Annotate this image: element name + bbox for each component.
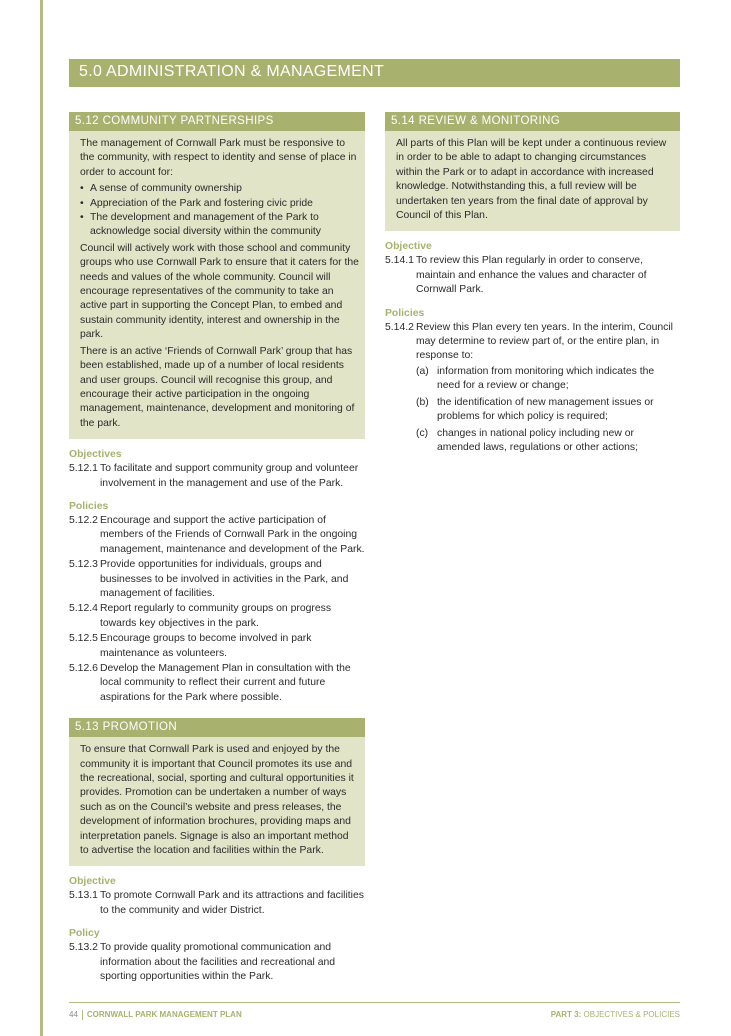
sub-item-text: information from monitoring which indicates the need for a review or change; [437,365,655,392]
sub-item-letter: (b) [416,396,429,408]
item-text: Report regularly to community groups on progress towards key objectives in the park. [100,603,332,629]
policies-subheading: Policies [69,500,109,512]
objective-item [385,254,680,297]
policies-subheading: Policies [385,307,425,319]
objective-item [69,889,365,918]
sub-item-letter: (c) [416,427,429,439]
footer-rule [69,1002,680,1003]
policy-subheading: Policy [69,928,100,940]
item-text: To facilitate and support community group and volunteer involvement in the management and use of the Park. [100,463,359,489]
section-5-14-summary-box [385,131,680,231]
sub-item-letter: (a) [416,365,429,377]
policy-sub-item [385,365,680,394]
bullet-item: • The development and management of the Park to acknowledge social diversity within the community [80,211,359,240]
policy-item [69,632,365,661]
item-number: 5.12.6 [69,663,98,674]
left-column [69,112,365,986]
right-column [385,112,680,457]
footer-right [551,1010,680,1019]
policy-item [69,662,365,705]
document-title: CORNWALL PARK MANAGEMENT PLAN [86,1010,242,1020]
chapter-heading-bar [69,59,680,87]
item-number: 5.12.2 [69,514,98,526]
section-5-12-bullet-list [80,182,359,240]
part-label: PART 3: [550,1010,582,1019]
chapter-title: 5.0 ADMINISTRATION & MANAGEMENT [79,63,385,80]
item-text: Develop the Management Plan in consultation with the local community to reflect their current and future aspirations for the Park where possible. [100,663,351,703]
policy-item [69,941,365,984]
section-5-13-summary-box [69,737,365,866]
sub-item-text: the identification of new management issues or problems for which policy is required; [437,396,654,423]
section-heading-5-13: 5.13 PROMOTION [69,718,365,737]
policy-item [69,602,365,631]
item-text: Encourage and support the active participation of members of the Friends of Cornwall Park in the ongoing management, maintenance and development of the Park. [100,514,365,555]
section-heading-5-12: 5.12 COMMUNITY PARTNERSHIPS [69,112,365,131]
section-5-12-summary-box [69,131,365,439]
policy-item [69,558,365,601]
section-5-13-paragraph: To ensure that Cornwall Park is used and enjoyed by the community it is important that Council promotes its use and the recreational, social, sporting and cultural opportunities it provides. Promotion can be undertaken a number of ways such as on the Council’s website and press releases, the development of information brochures, providing maps and interpretation panels. Signage is also an important method to advertise the location and facilities within the Park. [80,744,354,857]
objective-item [69,462,365,491]
objectives-subheading: Objectives [69,449,122,461]
item-number: 5.12.3 [69,559,98,571]
item-number: 5.12.4 [69,603,98,615]
policy-sub-item [385,427,680,456]
section-5-12-intro: The management of Cornwall Park must be responsive to the community, with respect to identity and sense of place in order to account for: [80,138,357,178]
item-text: To promote Cornwall Park and its attractions and facilities to the community and wider District. [100,890,364,916]
item-text: Encourage groups to become involved in park maintenance as volunteers. [100,633,312,659]
part-title: OBJECTIVES & POLICIES [583,1010,680,1019]
item-number: 5.14.2 [385,321,414,333]
item-text: To provide quality promotional communication and information about the facilities and recreational and sporting opportunities within the Park. [100,942,336,983]
footer-left [69,1010,242,1020]
bullet-item: • A sense of community ownership [80,182,359,196]
page-number: 44 [69,1010,78,1020]
objective-subheading: Objective [69,876,116,888]
item-number: 5.13.2 [69,942,98,954]
sub-item-text: changes in national policy including new or amended laws, regulations or other actions; [437,427,638,453]
policy-sub-item [385,396,680,425]
item-number: 5.12.5 [69,633,98,645]
policy-item [69,514,365,557]
footer-separator [82,1010,83,1020]
objective-subheading: Objective [385,241,432,253]
item-number: 5.14.1 [385,255,414,267]
section-5-12-paragraph: There is an active ‘Friends of Cornwall Park’ group that has been established, made up of a number of local residents and user groups. Council will recognise this group, and encourage their active participation in the ongoing management, maintenance, development and monitoring of the park. [80,345,355,429]
item-text: Provide opportunities for individuals, groups and businesses to be involved in activities in the Park, and management of facilities. [100,559,349,599]
left-margin-rule [40,0,43,1036]
policy-item [385,321,680,364]
section-5-12-paragraph: Council will actively work with those school and community groups who use Cornwall Park to ensure that it caters for the needs and values of the whole community. Council will encourage representatives of the community to take an active part in supporting the Concept Plan, to embed and sustain community identity, interest and ownership in the park. [80,242,359,341]
item-number: 5.13.1 [69,890,98,902]
item-text: Review this Plan every ten years. In the interim, Council may determine to review part of, or the entire plan, in response to: [416,321,673,362]
section-heading-5-14: 5.14 REVIEW & MONITORING [385,112,680,131]
item-text: To review this Plan regularly in order to conserve, maintain and enhance the values and character of Cornwall Park. [416,255,647,296]
section-5-14-paragraph: All parts of this Plan will be kept under a continuous review in order to be able to adapt to changing circumstances within the Park or to adapt in accordance with increased knowledge. Notwithstanding this, a full review will be undertaken ten years from the final date of approval by Council of this Plan. [396,138,667,222]
bullet-item: • Appreciation of the Park and fostering civic pride [80,197,359,211]
item-number: 5.12.1 [69,463,98,475]
